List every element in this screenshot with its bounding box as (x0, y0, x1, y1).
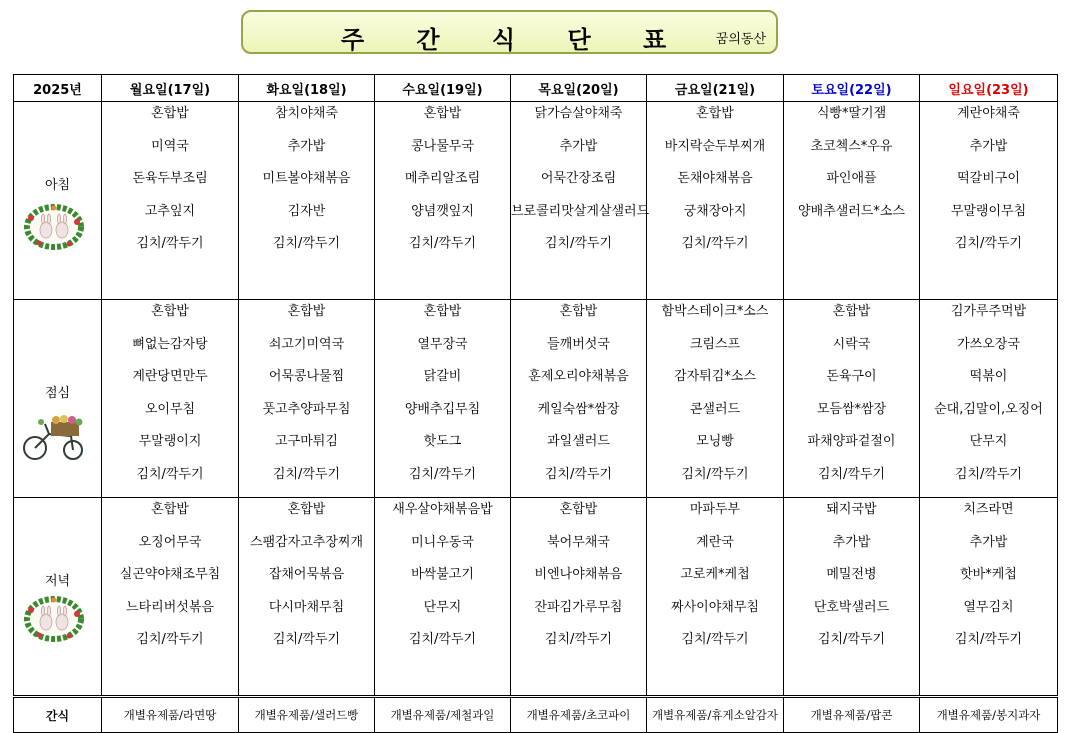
menu-item: 추가밥 (559, 138, 598, 154)
snack-cell-friday: 개별유제품/휴게소알감자 (647, 697, 784, 733)
menu-item: 혼합밥 (287, 304, 326, 319)
menu-item: 김치/깍두기 (408, 632, 477, 647)
menu-item: 궁채장아지 (683, 203, 747, 219)
menu-item: 김치/깍두기 (408, 236, 477, 251)
menu-cell-thursday (511, 498, 647, 697)
menu-item: 북어무채국 (547, 534, 610, 550)
menu-cell-wednesday (375, 498, 511, 697)
menu-cell-saturday (784, 300, 920, 498)
menu-cell-saturday (784, 102, 920, 300)
snack-cell-wednesday: 개별유제품/제철과일 (375, 697, 511, 733)
menu-item: 혼합밥 (423, 106, 462, 121)
menu-item: 식빵*딸기잼 (816, 106, 887, 121)
menu-item: 추가밥 (287, 138, 326, 154)
menu-item: 떡볶이 (969, 369, 1008, 384)
page-title: 주 간 식 단 표 (340, 26, 689, 54)
menu-item: 김치/깍두기 (136, 632, 204, 647)
menu-item: 추가밥 (969, 138, 1008, 154)
menu-item: 오징어무국 (138, 534, 202, 550)
menu-item: 혼합밥 (832, 304, 871, 319)
menu-item: 쇠고기미역국 (268, 336, 345, 352)
menu-cell-saturday (784, 498, 920, 697)
menu-item: 돈육두부조림 (132, 171, 208, 186)
menu-item: 메추리알조림 (404, 171, 481, 186)
menu-item: 김치/깍두기 (954, 466, 1023, 482)
meal-label: 저녁 (44, 574, 71, 589)
menu-item: 뼈없는감자탕 (132, 336, 208, 352)
snack-cell-saturday: 개별유제품/팝콘 (784, 697, 920, 733)
menu-item: 돈채야채볶음 (677, 171, 753, 186)
menu-item: 혼합밥 (559, 502, 598, 517)
menu-item: 브로콜리맛살게살샐러드 (511, 203, 650, 219)
menu-item: 참치야채죽 (275, 106, 338, 121)
menu-item: 풋고추양파무침 (262, 401, 351, 417)
menu-cell-friday (647, 300, 784, 498)
menu-item: 혼합밥 (151, 106, 189, 121)
menu-item: 단호박샐러드 (813, 599, 890, 615)
menu-item: 계란당면만두 (132, 369, 208, 384)
header-row (14, 75, 1058, 102)
menu-item: 떡갈비구이 (957, 171, 1020, 186)
menu-item: 단무지 (423, 599, 462, 615)
menu-cell-tuesday (239, 498, 375, 697)
day-header-tuesday: 화요일(18일) (239, 75, 375, 102)
menu-item: 미트볼야채볶음 (262, 171, 351, 186)
menu-item: 순대,김말이,오징어 (934, 401, 1043, 417)
menu-item: 과일샐러드 (547, 434, 610, 449)
menu-item: 김치/깍두기 (817, 466, 886, 482)
menu-item: 김자반 (287, 203, 326, 219)
title-banner (241, 10, 778, 54)
menu-item: 혼합밥 (423, 304, 462, 319)
menu-item: 실곤약야채조무침 (119, 567, 221, 582)
menu-item: 함박스테이크*소스 (661, 304, 769, 319)
menu-item: 김치/깍두기 (272, 236, 341, 251)
menu-item: 추가밥 (832, 534, 871, 550)
menu-item: 바싹불고기 (411, 567, 474, 582)
menu-item: 다시마채무침 (268, 599, 345, 615)
menu-cell-wednesday (375, 102, 511, 300)
menu-item: 김치/깍두기 (681, 466, 749, 482)
menu-item: 치즈라면 (963, 502, 1014, 517)
meal-label: 아침 (44, 178, 71, 193)
menu-item: 짜사이야채무침 (671, 599, 759, 615)
menu-item: 비엔나야채볶음 (534, 567, 623, 582)
menu-item: 혼합밥 (559, 304, 598, 319)
organization-name: 꿈의동산 (715, 32, 766, 47)
menu-item: 잔파김가루무침 (534, 599, 623, 615)
flower-wreath-icon (21, 200, 87, 250)
menu-item: 훈제오리야채볶음 (528, 369, 629, 384)
menu-item: 계란야채죽 (957, 106, 1020, 121)
menu-item: 초코첵스*우유 (810, 138, 893, 154)
menu-item: 혼합밥 (287, 502, 326, 517)
menu-cell-sunday (920, 498, 1058, 697)
menu-item: 김치/깍두기 (136, 236, 204, 251)
menu-item: 김치/깍두기 (954, 632, 1023, 647)
day-header-monday: 월요일(17일) (102, 75, 239, 102)
day-header-friday: 금요일(21일) (647, 75, 784, 102)
menu-item: 스팸감자고추장찌개 (249, 534, 364, 550)
meal-row-1 (14, 300, 1058, 498)
meal-label-cell (14, 102, 102, 300)
menu-item: 파채양파겉절이 (807, 434, 896, 449)
menu-item: 김치/깍두기 (272, 466, 341, 482)
menu-item: 닭가슴살야채죽 (534, 106, 623, 121)
menu-item: 추가밥 (969, 534, 1008, 550)
menu-item: 모듬쌈*쌈장 (816, 401, 887, 417)
menu-cell-monday (102, 300, 239, 498)
menu-item: 혼합밥 (151, 502, 189, 517)
menu-item: 케일숙쌈*쌈장 (537, 401, 620, 417)
menu-cell-monday (102, 498, 239, 697)
menu-item: 메밀전병 (826, 567, 877, 582)
snack-cell-sunday: 개별유제품/봉지과자 (920, 697, 1058, 733)
meal-label-cell (14, 498, 102, 697)
day-header-thursday: 목요일(20일) (511, 75, 647, 102)
menu-cell-sunday (920, 300, 1058, 498)
menu-cell-wednesday (375, 300, 511, 498)
menu-item: 무말랭이무침 (950, 203, 1027, 219)
menu-item: 닭갈비 (423, 369, 462, 384)
menu-item: 열무김치 (963, 599, 1014, 615)
menu-item: 핫도그 (423, 434, 462, 449)
meal-row-0 (14, 102, 1058, 300)
menu-item: 시락국 (832, 336, 871, 352)
menu-item: 양념깻잎지 (411, 203, 474, 219)
menu-item: 어묵간장조림 (540, 171, 617, 186)
menu-item: 잡채어묵볶음 (268, 567, 345, 582)
menu-item: 김치/깍두기 (544, 236, 613, 251)
menu-item: 고로케*케첩 (680, 567, 750, 582)
menu-item: 콩나물무국 (411, 138, 474, 154)
menu-item: 어묵콩나물찜 (268, 369, 345, 384)
menu-item: 단무지 (969, 434, 1008, 449)
snack-row (14, 697, 1058, 733)
menu-item: 마파두부 (689, 502, 741, 517)
menu-item: 들깨버섯국 (547, 336, 610, 352)
menu-cell-thursday (511, 102, 650, 300)
snack-label: 간식 (14, 697, 102, 733)
menu-item: 김치/깍두기 (681, 632, 749, 647)
menu-item: 김치/깍두기 (681, 236, 749, 251)
menu-item: 김치/깍두기 (817, 632, 886, 647)
menu-item: 모닝빵 (696, 434, 734, 449)
menu-item: 혼합밥 (151, 304, 189, 319)
menu-item: 미역국 (151, 138, 189, 154)
meal-label-cell (14, 300, 102, 498)
menu-item: 혼합밥 (696, 106, 734, 121)
menu-item: 핫바*케첩 (960, 567, 1017, 582)
menu-item: 바지락순두부찌개 (664, 138, 766, 154)
menu-cell-friday (647, 498, 784, 697)
menu-item: 김가루주먹밥 (950, 304, 1027, 319)
menu-item: 양배추샐러드*소스 (798, 203, 905, 219)
menu-item: 김치/깍두기 (408, 466, 477, 482)
menu-item: 김치/깍두기 (544, 466, 613, 482)
day-header-sunday: 일요일(23일) (920, 75, 1058, 102)
menu-cell-tuesday (239, 102, 375, 300)
menu-item: 콘샐러드 (689, 401, 741, 417)
flower-wreath-icon (21, 592, 87, 642)
menu-item: 느타리버섯볶음 (126, 599, 214, 615)
menu-item: 돈육구이 (826, 369, 877, 384)
menu-item: 계란국 (696, 534, 734, 550)
meal-label: 점심 (44, 386, 71, 401)
menu-item: 새우살야채볶음밥 (392, 502, 493, 517)
menu-item: 무말랭이지 (138, 434, 202, 449)
snack-cell-monday: 개별유제품/라면땅 (102, 697, 239, 733)
menu-cell-thursday (511, 300, 647, 498)
menu-item: 돼지국밥 (826, 502, 877, 517)
day-header-wednesday: 수요일(19일) (375, 75, 511, 102)
menu-item: 고추잎지 (144, 203, 196, 219)
menu-item: 감자튀김*소스 (674, 369, 756, 384)
menu-item: 파인애플 (826, 171, 877, 186)
day-header-saturday: 토요일(22일) (784, 75, 920, 102)
menu-item: 크림스프 (689, 336, 741, 352)
menu-item: 가쓰오장국 (957, 336, 1020, 352)
meal-row-2 (14, 498, 1058, 697)
snack-cell-thursday: 개별유제품/초코파이 (511, 697, 647, 733)
menu-item: 미니우동국 (411, 534, 474, 550)
snack-cell-tuesday: 개별유제품/샐러드빵 (239, 697, 375, 733)
menu-cell-tuesday (239, 300, 375, 498)
menu-cell-monday (102, 102, 239, 300)
menu-item: 양배추깁무침 (404, 401, 481, 417)
weekly-menu-table (13, 74, 1058, 733)
menu-cell-friday (647, 102, 784, 300)
menu-item: 열무장국 (417, 336, 468, 352)
menu-item: 오이무침 (144, 401, 196, 417)
menu-item: 김치/깍두기 (544, 632, 613, 647)
menu-item: 김치/깍두기 (954, 236, 1023, 251)
menu-item: 김치/깍두기 (136, 466, 204, 482)
menu-cell-sunday (920, 102, 1058, 300)
menu-item (784, 232, 919, 265)
bicycle-flower-cart-icon (21, 412, 87, 462)
year-header: 2025년 (14, 75, 102, 102)
menu-item: 김치/깍두기 (272, 632, 341, 647)
menu-item: 고구마튀김 (275, 434, 338, 449)
